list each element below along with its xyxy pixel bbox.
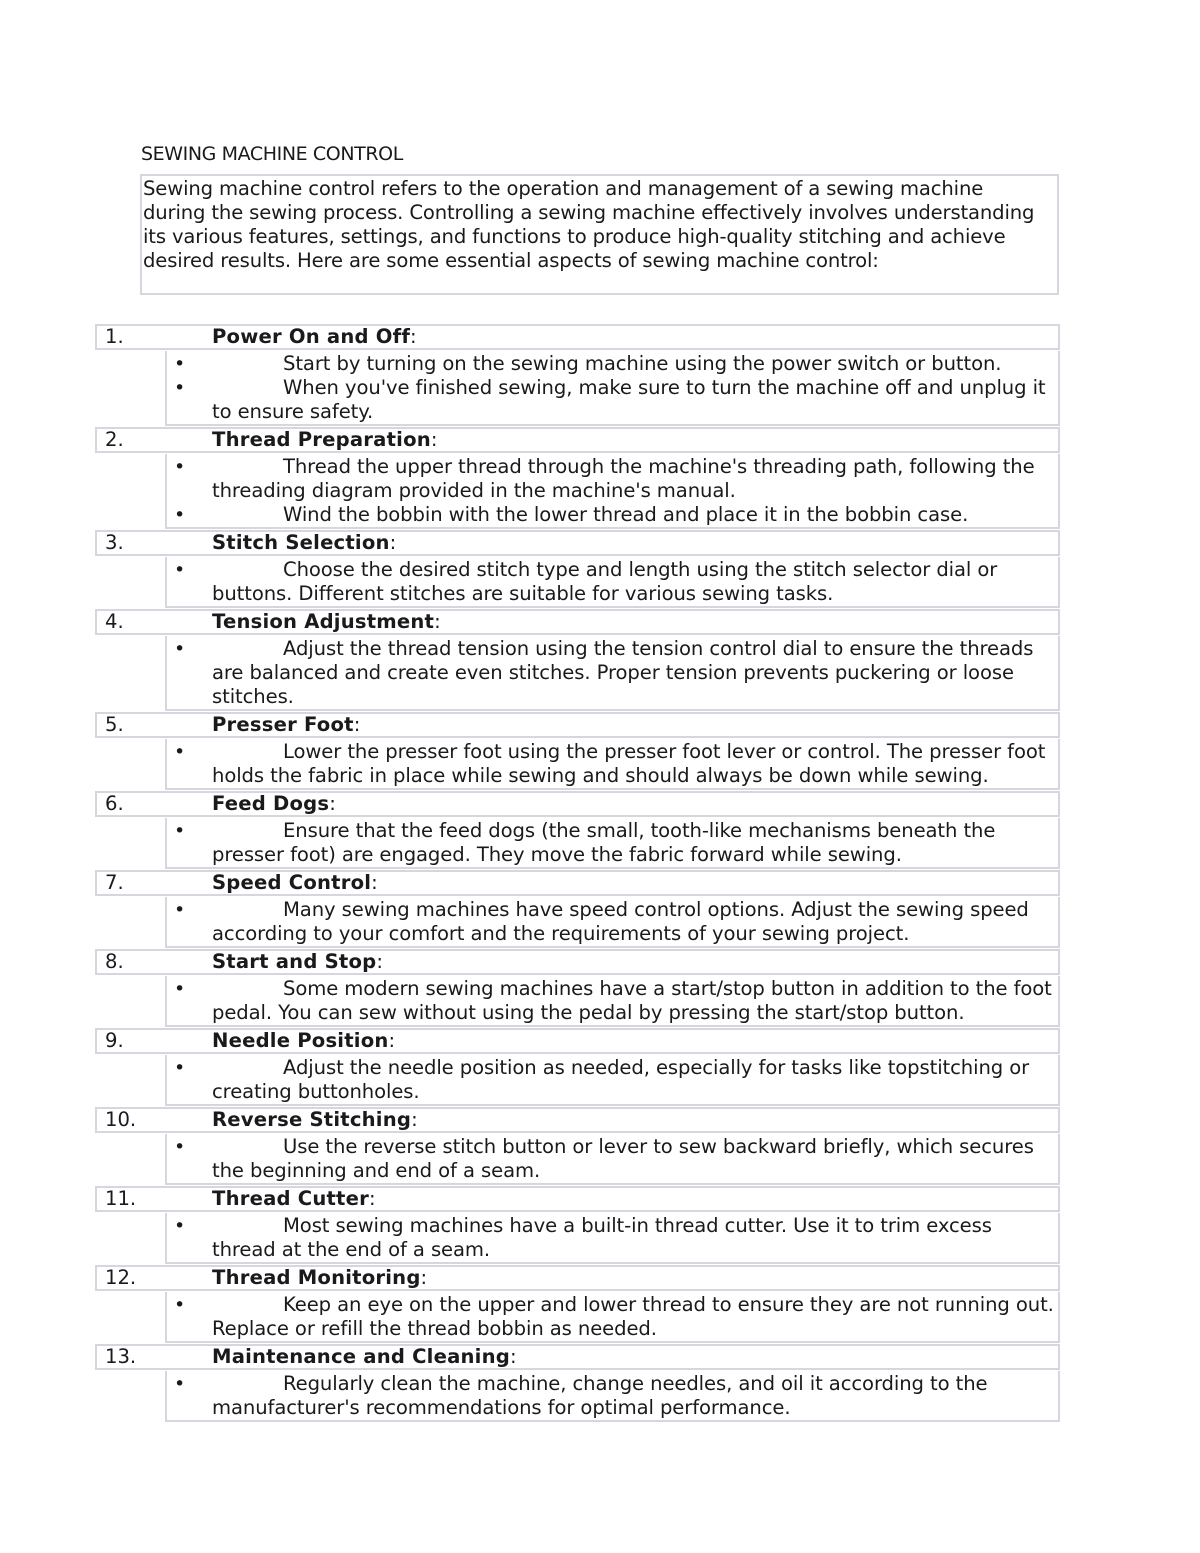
list-item-heading (212, 714, 360, 736)
intro-paragraph: Sewing machine control refers to the operation and management of a sewing machine during the sewing process. Controlling a sewing machine effectively involves understanding its various features, settings, and functions to produce high-quality stitching and achieve desired results. Here are some essential aspects of sewing machine control: (140, 174, 1059, 295)
bullet-item (167, 1214, 1058, 1262)
list-item-number: 2. (105, 428, 124, 451)
bullet-item (167, 740, 1058, 788)
bullet-item (167, 637, 1058, 709)
bullet-list (165, 1292, 1060, 1343)
list-item-heading-row (95, 530, 1060, 556)
list-item-heading-text: Feed Dogs (212, 792, 330, 815)
list-item-heading-row (95, 1028, 1060, 1054)
bullet-list (165, 897, 1060, 948)
list-item-heading-colon: : (434, 610, 441, 633)
list-item-heading-colon: : (376, 950, 383, 973)
bullet-dot-icon: • (174, 1057, 186, 1079)
bullet-item (167, 1135, 1058, 1183)
bullet-list (165, 1371, 1060, 1422)
list-item-heading-colon: : (509, 1345, 517, 1368)
bullet-item (167, 819, 1058, 867)
list-item-heading-row (95, 324, 1060, 350)
bullet-dot-icon: • (174, 1294, 186, 1316)
list-item-heading (212, 1267, 427, 1289)
bullet-item (167, 1056, 1058, 1104)
list-item-heading-text: Thread Preparation (212, 428, 431, 451)
bullet-text: Start by turning on the sewing machine using the power switch or button. (283, 352, 1002, 375)
list-item-heading-row (95, 870, 1060, 896)
list-item-heading (212, 793, 336, 815)
bullet-text: Use the reverse stitch button or lever to sew backward briefly, which secures the beginning and end of a seam. (212, 1135, 1034, 1182)
list-item-heading-colon: : (389, 531, 397, 554)
bullet-item (167, 503, 1058, 527)
list-item-heading (212, 1188, 376, 1210)
bullet-text: Some modern sewing machines have a start/stop button in addition to the foot pedal. You can sew without using the pedal by pressing the start/stop button. (212, 977, 1052, 1024)
list-item-heading (212, 1346, 517, 1368)
list-item-heading-text: Maintenance and Cleaning (212, 1345, 510, 1368)
list-item-number: 1. (105, 325, 124, 348)
list-item-heading-text: Power On and Off (212, 325, 411, 348)
list-item-heading (212, 326, 417, 348)
list-item-heading-row (95, 1265, 1060, 1291)
bullet-item (167, 352, 1058, 376)
numbered-list (95, 324, 1060, 1423)
bullet-text: Lower the presser foot using the presser foot lever or control. The presser foot holds the fabric in place while sewing and should always be down while sewing. (212, 740, 1046, 787)
page-title: SEWING MACHINE CONTROL (141, 143, 403, 165)
bullet-text: Keep an eye on the upper and lower thread to ensure they are not running out. Replace or refill the thread bobbin as needed. (212, 1293, 1054, 1340)
list-item-number: 5. (105, 713, 124, 736)
list-item-heading-text: Thread Cutter (212, 1187, 369, 1210)
list-item-number: 11. (105, 1187, 137, 1210)
list-item-number: 12. (105, 1266, 137, 1289)
bullet-dot-icon: • (174, 559, 186, 581)
list-item-heading-colon: : (368, 1187, 376, 1210)
list-item-heading-colon: : (353, 713, 361, 736)
bullet-item (167, 1293, 1058, 1341)
bullet-dot-icon: • (174, 899, 186, 921)
bullet-list (165, 818, 1060, 869)
bullet-dot-icon: • (174, 638, 186, 660)
list-item-heading-text: Tension Adjustment (212, 610, 435, 633)
bullet-text: Wind the bobbin with the lower thread and place it in the bobbin case. (283, 503, 969, 526)
list-item-heading (212, 1109, 418, 1131)
list-item-heading-text: Start and Stop (212, 950, 377, 973)
bullet-dot-icon: • (174, 1373, 186, 1395)
list-item-number: 4. (105, 610, 124, 633)
list-item-heading-row (95, 949, 1060, 975)
list-item-heading-colon: : (430, 428, 438, 451)
list-item-heading-row (95, 1344, 1060, 1370)
list-item-number: 10. (105, 1108, 137, 1131)
list-item-heading-row (95, 609, 1060, 635)
list-item-heading-colon: : (420, 1266, 428, 1289)
bullet-dot-icon: • (174, 978, 186, 1000)
bullet-text: Thread the upper thread through the machine's threading path, following the threading diagram provided in the machine's manual. (212, 455, 1035, 502)
list-item-heading (212, 872, 378, 894)
bullet-list (165, 1134, 1060, 1185)
list-item-number: 7. (105, 871, 124, 894)
bullet-dot-icon: • (174, 1215, 186, 1237)
bullet-list (165, 976, 1060, 1027)
list-item-heading (212, 1030, 395, 1052)
bullet-text: Ensure that the feed dogs (the small, tooth-like mechanisms beneath the presser foot) are engaged. They move the fabric forward while sewing. (212, 819, 996, 866)
list-item-heading-row (95, 427, 1060, 453)
bullet-text: Regularly clean the machine, change needles, and oil it according to the manufacturer's recommendations for optimal performance. (212, 1372, 988, 1419)
bullet-text: When you've finished sewing, make sure to turn the machine off and unplug it to ensure safety. (212, 376, 1046, 423)
bullet-list (165, 739, 1060, 790)
list-item-heading-colon: : (371, 871, 378, 894)
bullet-list (165, 1213, 1060, 1264)
bullet-item (167, 1372, 1058, 1420)
bullet-dot-icon: • (174, 504, 186, 526)
bullet-dot-icon: • (174, 456, 186, 478)
bullet-item (167, 455, 1058, 503)
bullet-dot-icon: • (174, 377, 186, 399)
bullet-text: Many sewing machines have speed control options. Adjust the sewing speed according to your comfort and the requirements of your sewing project. (212, 898, 1029, 945)
list-item-heading-row (95, 1107, 1060, 1133)
list-item-heading-text: Thread Monitoring (212, 1266, 421, 1289)
bullet-dot-icon: • (174, 1136, 186, 1158)
list-item-heading-row (95, 712, 1060, 738)
bullet-list (165, 351, 1060, 426)
bullet-list (165, 557, 1060, 608)
bullet-dot-icon: • (174, 353, 186, 375)
list-item-heading-text: Needle Position (212, 1029, 389, 1052)
bullet-text: Adjust the thread tension using the tension control dial to ensure the threads are balanced and create even stitches. Proper tension prevents puckering or loose stitches. (212, 637, 1034, 708)
list-item-number: 8. (105, 950, 124, 973)
bullet-item (167, 558, 1058, 606)
list-item-number: 9. (105, 1029, 124, 1052)
bullet-text: Choose the desired stitch type and length using the stitch selector dial or buttons. Different stitches are suitable for various sewing tasks. (212, 558, 998, 605)
bullet-item (167, 977, 1058, 1025)
list-item-heading-text: Reverse Stitching (212, 1108, 412, 1131)
list-item-heading-colon: : (411, 1108, 418, 1131)
list-item-heading-text: Presser Foot (212, 713, 354, 736)
list-item-heading-row (95, 1186, 1060, 1212)
bullet-list (165, 636, 1060, 711)
list-item-heading-colon: : (410, 325, 417, 348)
bullet-list (165, 1055, 1060, 1106)
list-item-heading-colon: : (329, 792, 336, 815)
list-item-heading (212, 951, 383, 973)
list-item-heading-text: Speed Control (212, 871, 372, 894)
bullet-dot-icon: • (174, 741, 186, 763)
bullet-text: Adjust the needle position as needed, especially for tasks like topstitching or creating buttonholes. (212, 1056, 1030, 1103)
bullet-dot-icon: • (174, 820, 186, 842)
bullet-text: Most sewing machines have a built-in thread cutter. Use it to trim excess thread at the end of a seam. (212, 1214, 992, 1261)
list-item-number: 6. (105, 792, 124, 815)
list-item-number: 3. (105, 531, 124, 554)
list-item-heading (212, 429, 437, 451)
list-item-heading-colon: : (388, 1029, 396, 1052)
bullet-item (167, 898, 1058, 946)
bullet-list (165, 454, 1060, 529)
list-item-heading (212, 532, 396, 554)
list-item-heading-text: Stitch Selection (212, 531, 390, 554)
list-item-number: 13. (105, 1345, 137, 1368)
bullet-item (167, 376, 1058, 424)
list-item-heading (212, 611, 441, 633)
list-item-heading-row (95, 791, 1060, 817)
